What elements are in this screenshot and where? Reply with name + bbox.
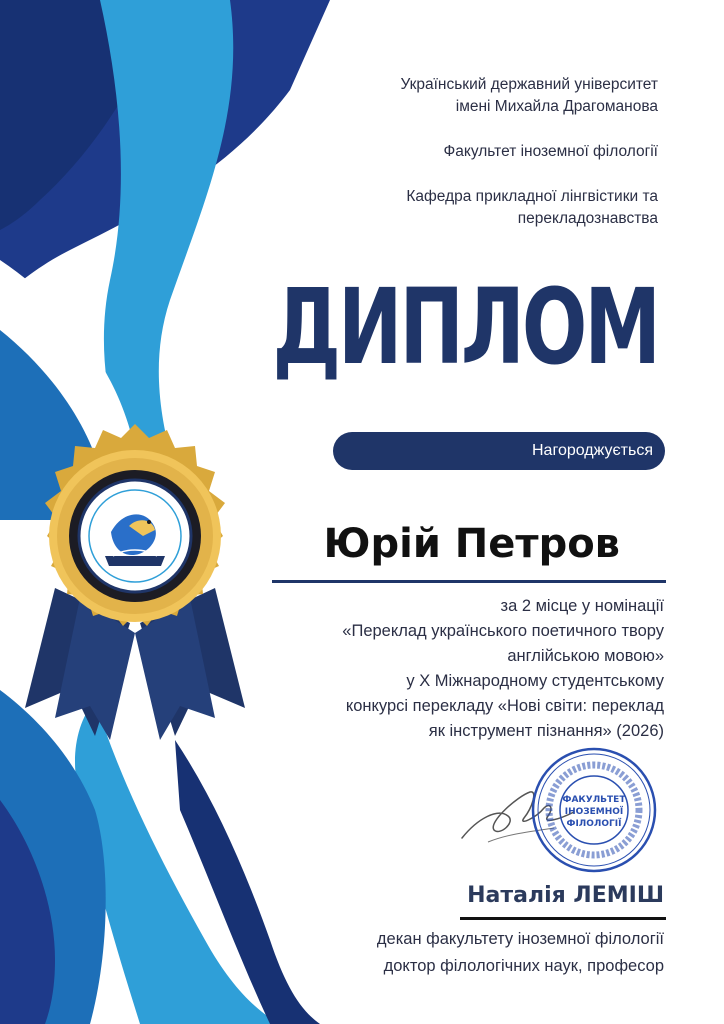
signer-underline	[460, 917, 666, 920]
diploma-title: ДИПЛОМ	[272, 266, 658, 388]
award-label-pill: Нагороджується	[333, 432, 665, 470]
seal-line-1: ФАКУЛЬТЕТ	[562, 795, 626, 805]
university-name	[298, 74, 658, 118]
award-line: за 2 місце у номінації	[500, 597, 664, 615]
institution-header	[298, 74, 658, 253]
faculty-name: Факультет іноземної філології	[443, 143, 658, 160]
signer-role-line-2: доктор філологічних наук, професор	[383, 957, 664, 975]
name-underline	[272, 580, 666, 583]
department-line-1: Кафедра прикладної лінгвістики та	[406, 188, 658, 205]
signer-role-line-1: декан факультету іноземної філології	[376, 930, 664, 948]
department-line-2: перекладознавства	[517, 210, 658, 227]
award-medal	[0, 418, 270, 748]
award-line: конкурсі перекладу «Нові світи: переклад	[345, 697, 664, 715]
recipient-name: Юрій Петров	[323, 521, 620, 567]
official-seal	[530, 746, 658, 874]
seal-line-2: ІНОЗЕМНОЇ	[564, 807, 624, 817]
department-name	[298, 186, 658, 230]
award-line: як інструмент пізнання» (2026)	[428, 722, 664, 740]
university-line-2: імені Михайла Драгоманова	[455, 98, 658, 115]
award-line: «Переклад українського поетичного твору	[342, 622, 664, 640]
award-line: у X Міжнародному студентському	[406, 672, 664, 690]
seal-line-3: ФІЛОЛОГІЇ	[566, 819, 622, 829]
signer-name: Наталія ЛЕМІШ	[467, 883, 664, 908]
signer-role	[284, 926, 664, 980]
award-line: англійською мовою»	[507, 647, 664, 665]
award-description	[264, 594, 664, 744]
university-line-1: Український державний університет	[400, 76, 658, 93]
